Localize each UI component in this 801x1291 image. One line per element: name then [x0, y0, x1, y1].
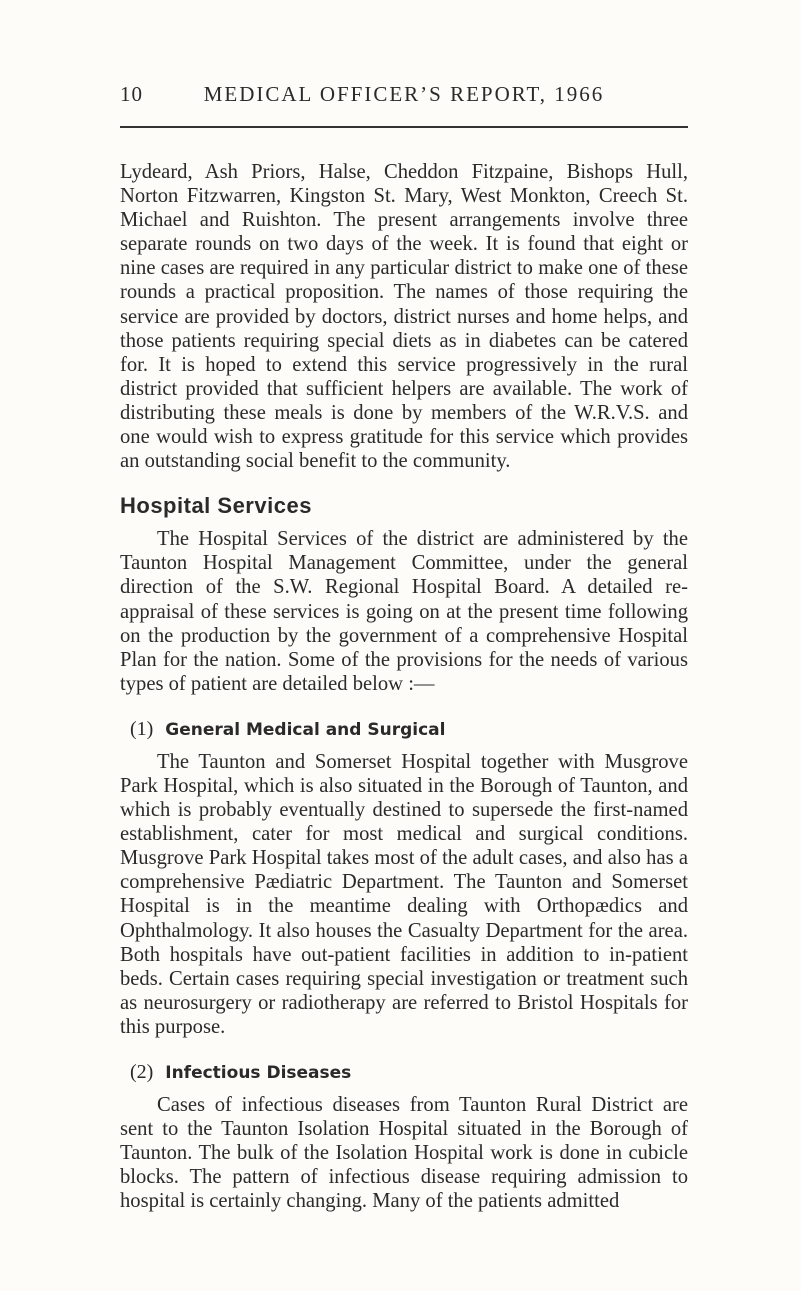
subsection-number: (1): [130, 717, 154, 740]
subsection-title: Infectious Diseases: [165, 1063, 352, 1083]
report-title: MEDICAL OFFICER’S REPORT, 1966: [203, 82, 605, 106]
page-content: [120, 160, 688, 1213]
page-number: 10: [120, 82, 143, 106]
subsection-title: General Medical and Surgical: [165, 719, 446, 740]
intro-paragraph: Lydeard, Ash Priors, Halse, Cheddon Fitzpaine, Bishops Hull, Norton Fitzwarren, Kingston St. Mary, West Monkton, Creech St. Michael and Ruishton. The present arrangements involve three separate rounds on two days of the week. It is found that eight or nine cases are required in any particular district to make one of these rounds a practical proposition. The names of those requiring the service are provided by doctors, district nurses and home helps, and those patients requiring special diets as in diabetes can be catered for. It is hoped to extend this service progressively in the rural district provided that sufficient helpers are available. The work of distributing these meals is done by members of the W.R.V.S. and one would wish to express gratitude for this service which provides an outstanding social benefit to the community.: [120, 161, 688, 473]
general-medical-paragraph: The Taunton and Somerset Hospital together with Musgrove Park Hospital, which is also situated in the Borough of Taunton, and which is probably eventually destined to supersede the first-named establishment, cater for most medical and surgical conditions. Musgrove Park Hospital takes most of the adult cases, and also has a comprehensive Pædiatric Department. The Taunton and Somerset Hospital is in the meantime dealing with Orthopædics and Ophthalmology. It also houses the Casualty Department for the area. Both hospitals have out-patient facilities in addition to in-patient beds. Certain cases requiring special investigation or treatment such as neurosurgery or radiotherapy are referred to Bristol Hospitals for this purpose.: [120, 750, 688, 1038]
subsection-heading-general-medical: [130, 717, 688, 742]
running-header: [120, 82, 688, 112]
subsection-number: (2): [130, 1061, 154, 1083]
section-heading-hospital-services: Hospital Services: [120, 493, 312, 519]
header-rule: [120, 126, 688, 128]
subsection-heading-infectious-diseases: [130, 1060, 688, 1085]
infectious-diseases-paragraph: Cases of infectious diseases from Taunton Rural District are sent to the Taunton Isolation Hospital situated in the Borough of Taunton. The bulk of the Isolation Hospital work is done in cubicle blocks. The pattern of infectious disease requiring admission to hospital is certainly changing. Many of the patients admitted: [120, 1094, 688, 1213]
hospital-services-paragraph: The Hospital Services of the district are administered by the Taunton Hospital Management Committee, under the general direction of the S.W. Regional Hospital Board. A detailed re-appraisal of these services is going on at the present time following on the production by the government of a comprehensive Hospital Plan for the nation. Some of the provisions for the needs of various types of patient are detailed below :—: [120, 528, 688, 695]
